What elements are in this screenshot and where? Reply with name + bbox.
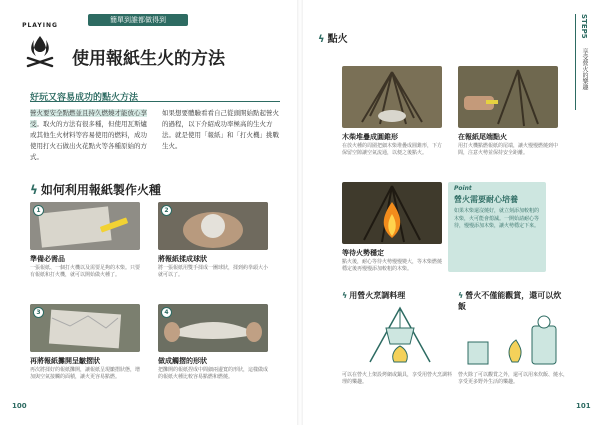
subtitle-rule: [30, 101, 280, 102]
campfire-scene-illustration: [462, 312, 562, 368]
logo-word: PLAYING: [22, 22, 58, 29]
step-desc: 一張報紙、一個打火機以及需要足夠的木柴。只要有報紙和打火機，就可以開始做火種了。: [30, 265, 141, 278]
step-photo-3: [30, 304, 140, 352]
step-photo-4: [158, 304, 268, 352]
tip-box: [448, 182, 546, 272]
step-caption: 做成觸摺的形狀: [158, 357, 207, 365]
page-number: 100: [12, 402, 27, 410]
bottom-desc: 營火除了可以觀賞之外，還可以用來炊飯、燒水，享受更多野外生活的樂趣。: [458, 372, 569, 385]
rice-illustration: [462, 312, 562, 374]
subtitle: 好玩又容易成功的點火方法: [30, 93, 139, 103]
intro-rest: 。取火的方法有很多種，但使用瓦斯爐或其他生火材料等容易使用的燃料，成功使用打火石做出火花點火等各種原始的方式。: [30, 120, 147, 161]
lighting-paper-photo: [458, 66, 558, 128]
bolt-icon: ϟ: [318, 34, 325, 45]
step-desc: 把攤開的報紙捏成中間細兩邊寬的形狀，這樣做成的報紙火種比較容易點燃和燃燒。: [158, 367, 269, 380]
tip-title: 營火需要耐心培養: [454, 195, 518, 204]
bottom-desc: 可以在營火上架設烤網或鍋具，享受用營火烹調料理的樂趣。: [342, 372, 453, 385]
step-number: 1: [33, 205, 44, 216]
ignite-photo-1: [342, 66, 442, 128]
photo-desc: 點火後，耐心等待火勢慢慢變大，等木柴燃燒穩定後再慢慢添加較粗的木柴。: [342, 259, 443, 272]
chapter-tab: [575, 14, 592, 110]
bottom-heading-cooking: [342, 290, 405, 301]
pot-over-fire-illustration: [350, 304, 450, 366]
step-photo-2: [158, 202, 268, 250]
bolt-icon: ϟ: [458, 291, 464, 300]
photo-caption: 在報紙尾端點火: [458, 133, 507, 141]
step-number: 2: [161, 205, 172, 216]
bottom-heading-text: 營火不僅能觀賞，還可以炊飯: [458, 291, 562, 311]
chapter-step: STEP5: [580, 14, 588, 39]
crumpled-paper-photo: [30, 304, 140, 352]
book-gutter: [297, 0, 303, 425]
photo-caption: 木柴堆疊成圓錐形: [342, 133, 398, 141]
step-desc: 再次將揉好的報紙攤開，讓報紙呈現皺摺狀態，增加與空氣接觸的面積，讓火更容易點燃。: [30, 367, 141, 380]
chapter-label: 享受營火的樂趣: [581, 48, 588, 90]
ignite-heading-text: 點火: [327, 34, 348, 45]
bolt-icon: ϟ: [342, 291, 348, 300]
step-caption: 再將報紙攤開呈皺摺狀: [30, 357, 100, 365]
step-caption: 將報紙揉成球狀: [158, 255, 207, 263]
step-photo-1: [30, 202, 140, 250]
newspaper-lighter-photo: [30, 202, 140, 250]
ignite-heading: [318, 30, 348, 45]
section-heading-text: 如何利用報紙製作火種: [40, 183, 161, 197]
step-number: 3: [33, 307, 44, 318]
ignite-photo-3: [342, 182, 442, 244]
bolt-icon: ϟ: [30, 183, 38, 197]
paper-ball-photo: [158, 202, 268, 250]
intro-column-1: [30, 108, 148, 163]
tip-text: 如果木柴還沒燒好，就立刻添加較粗的木柴，火可能會熄滅。一開始請耐心等待，慢慢添加木柴，讓火勢穩定下來。: [454, 208, 540, 229]
campfire-icon: [16, 22, 64, 74]
wood-cone-photo: [342, 66, 442, 128]
playing-logo: [16, 22, 64, 74]
ignite-photo-2: [458, 66, 558, 128]
bottom-heading-rice: [458, 290, 568, 312]
intro-highlight: 營火要安全點燃並且持久燃燒才能放心享受: [30, 109, 147, 128]
twisted-paper-photo: [158, 304, 268, 352]
photo-desc: 在放火種的周圍把細木柴堆疊成圓錐形，下方保留空隙讓空氣流通，以便之後點火。: [342, 143, 443, 156]
step-number: 4: [161, 307, 172, 318]
page-number: 101: [576, 402, 591, 410]
bottom-heading-text: 用營火烹調料理: [349, 291, 406, 300]
photo-caption: 等待火勢穩定: [342, 249, 384, 257]
burning-fire-photo: [342, 182, 442, 244]
page-title: 使用報紙生火的方法: [72, 49, 225, 69]
intro-column-2: 如果想要體驗看看自己從頭開始點起營火的過程，以下介紹成功率極高的生火方法。就是使用「報紙」和「打火機」挑戰生火。: [162, 109, 279, 150]
top-banner: 簡單到誰都做得到: [88, 14, 188, 26]
photo-desc: 用打火機點燃報紙的尾端，讓火慢慢燃燒到中間，注意火勢並保持安全距離。: [458, 143, 559, 156]
section-heading: [30, 181, 161, 198]
step-desc: 將一張報紙用雙手揉成一團球狀，揉到約拳頭大小就可以了。: [158, 265, 269, 278]
step-caption: 準備必需品: [30, 255, 65, 263]
tip-point-label: Point: [454, 185, 472, 192]
cooking-illustration: [350, 304, 450, 366]
